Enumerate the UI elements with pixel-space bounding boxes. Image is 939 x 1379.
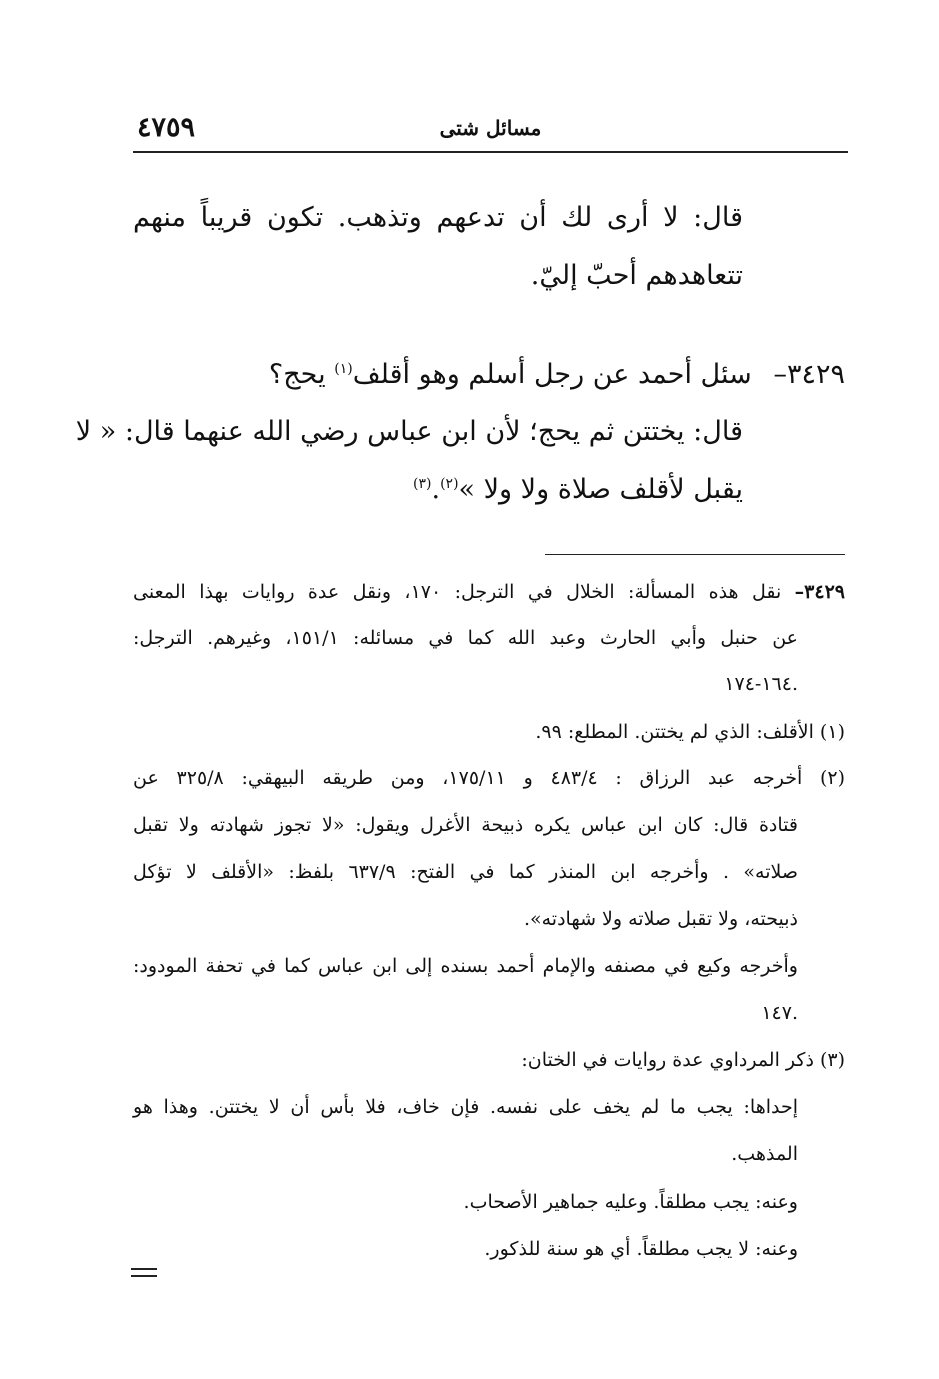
footnote-3-line-1: (٣) ذكر المرداوي عدة روايات في الختان: <box>521 1049 845 1071</box>
footnote-2-line-6: ١٤٧. <box>761 1002 798 1024</box>
issue-answer-line-1: قال: يختتن ثم يحج؛ لأن ابن عباس رضي الله عنهما قال: « لا <box>75 416 743 447</box>
prev-answer-line-1: قال: لا أرى لك أن تدعهم وتذهب. تكون قريباً منهم <box>133 202 743 233</box>
issue-answer-period: . <box>431 474 441 505</box>
footnote-3-line-2: إحداها: يجب ما لم يخف على نفسه. فإن خاف، فلا بأس أن لا يختتن. وهذا هو <box>133 1096 798 1118</box>
continuation-mark <box>131 1268 157 1278</box>
issue-question-end: يحج؟ <box>268 359 335 390</box>
footnote-ref-2: (٢) <box>440 476 459 492</box>
page-number: ٤٧٥٩ <box>137 112 196 143</box>
issue-footnote-line-2: عن حنبل وأبي الحارث وعبد الله كما في مسائله: ١٥١/١، وغيرهم. الترجل: <box>133 627 798 649</box>
footnote-separator <box>545 554 845 555</box>
issue-footnote-text: نقل هذه المسألة: الخلال في الترجل: ١٧٠، ونقل عدة روايات بهذا المعنى <box>133 581 782 603</box>
prev-answer-line-2: تتعاهدهم أحبّ إليّ. <box>530 260 743 291</box>
issue-answer-line-2 <box>133 460 743 520</box>
footnote-2-line-2: قتادة قال: كان ابن عباس يكره ذبيحة الأغرل ويقول: «لا تجوز شهادته ولا تقبل <box>133 814 798 836</box>
footnote-2-line-1: (٢) أخرجه عبد الرزاق : ٤٨٣/٤ و ١٧٥/١١، ومن طريقه البيهقي: ٣٢٥/٨ عن <box>133 767 845 789</box>
header-rule <box>133 151 848 153</box>
issue-footnote-line-3: ١٦٤-١٧٤. <box>724 673 798 695</box>
issue-footnote-line-1 <box>133 570 845 614</box>
footnote-ref-3: (٣) <box>413 476 432 492</box>
footnote-ref-1: (١) <box>334 361 353 377</box>
issue-question <box>133 345 845 405</box>
footnote-2-line-5: وأخرجه وكيع في مصنفه والإمام أحمد بسنده إلى ابن عباس كما في تحفة المودود: <box>133 955 798 977</box>
running-title: مسائل شتى <box>439 116 542 140</box>
footnote-3-line-3: المذهب. <box>731 1143 798 1165</box>
footnote-3-line-5: وعنه: لا يجب مطلقاً. أي هو سنة للذكور. <box>484 1238 798 1260</box>
issue-question-text: سئل أحمد عن رجل أسلم وهو أقلف <box>352 359 752 390</box>
issue-footnote-number: ٣٤٢٩– <box>794 581 845 603</box>
issue-answer-text: يقبل لأقلف صلاة ولا ولا » <box>458 474 743 505</box>
footnote-2-line-3: صلاته» . وأخرجه ابن المنذر كما في الفتح: ٦٣٧/٩ بلفظ: «الأقلف لا تؤكل <box>133 861 798 883</box>
issue-number: ٣٤٢٩– <box>773 359 845 390</box>
footnote-2-line-4: ذبيحته، ولا تقبل صلاته ولا شهادته». <box>523 908 798 930</box>
page-header <box>133 112 848 152</box>
footnote-3-line-4: وعنه: يجب مطلقاً. وعليه جماهير الأصحاب. <box>463 1191 798 1213</box>
footnote-1: (١) الأقلف: الذي لم يختتن. المطلع: ٩٩. <box>535 721 845 743</box>
